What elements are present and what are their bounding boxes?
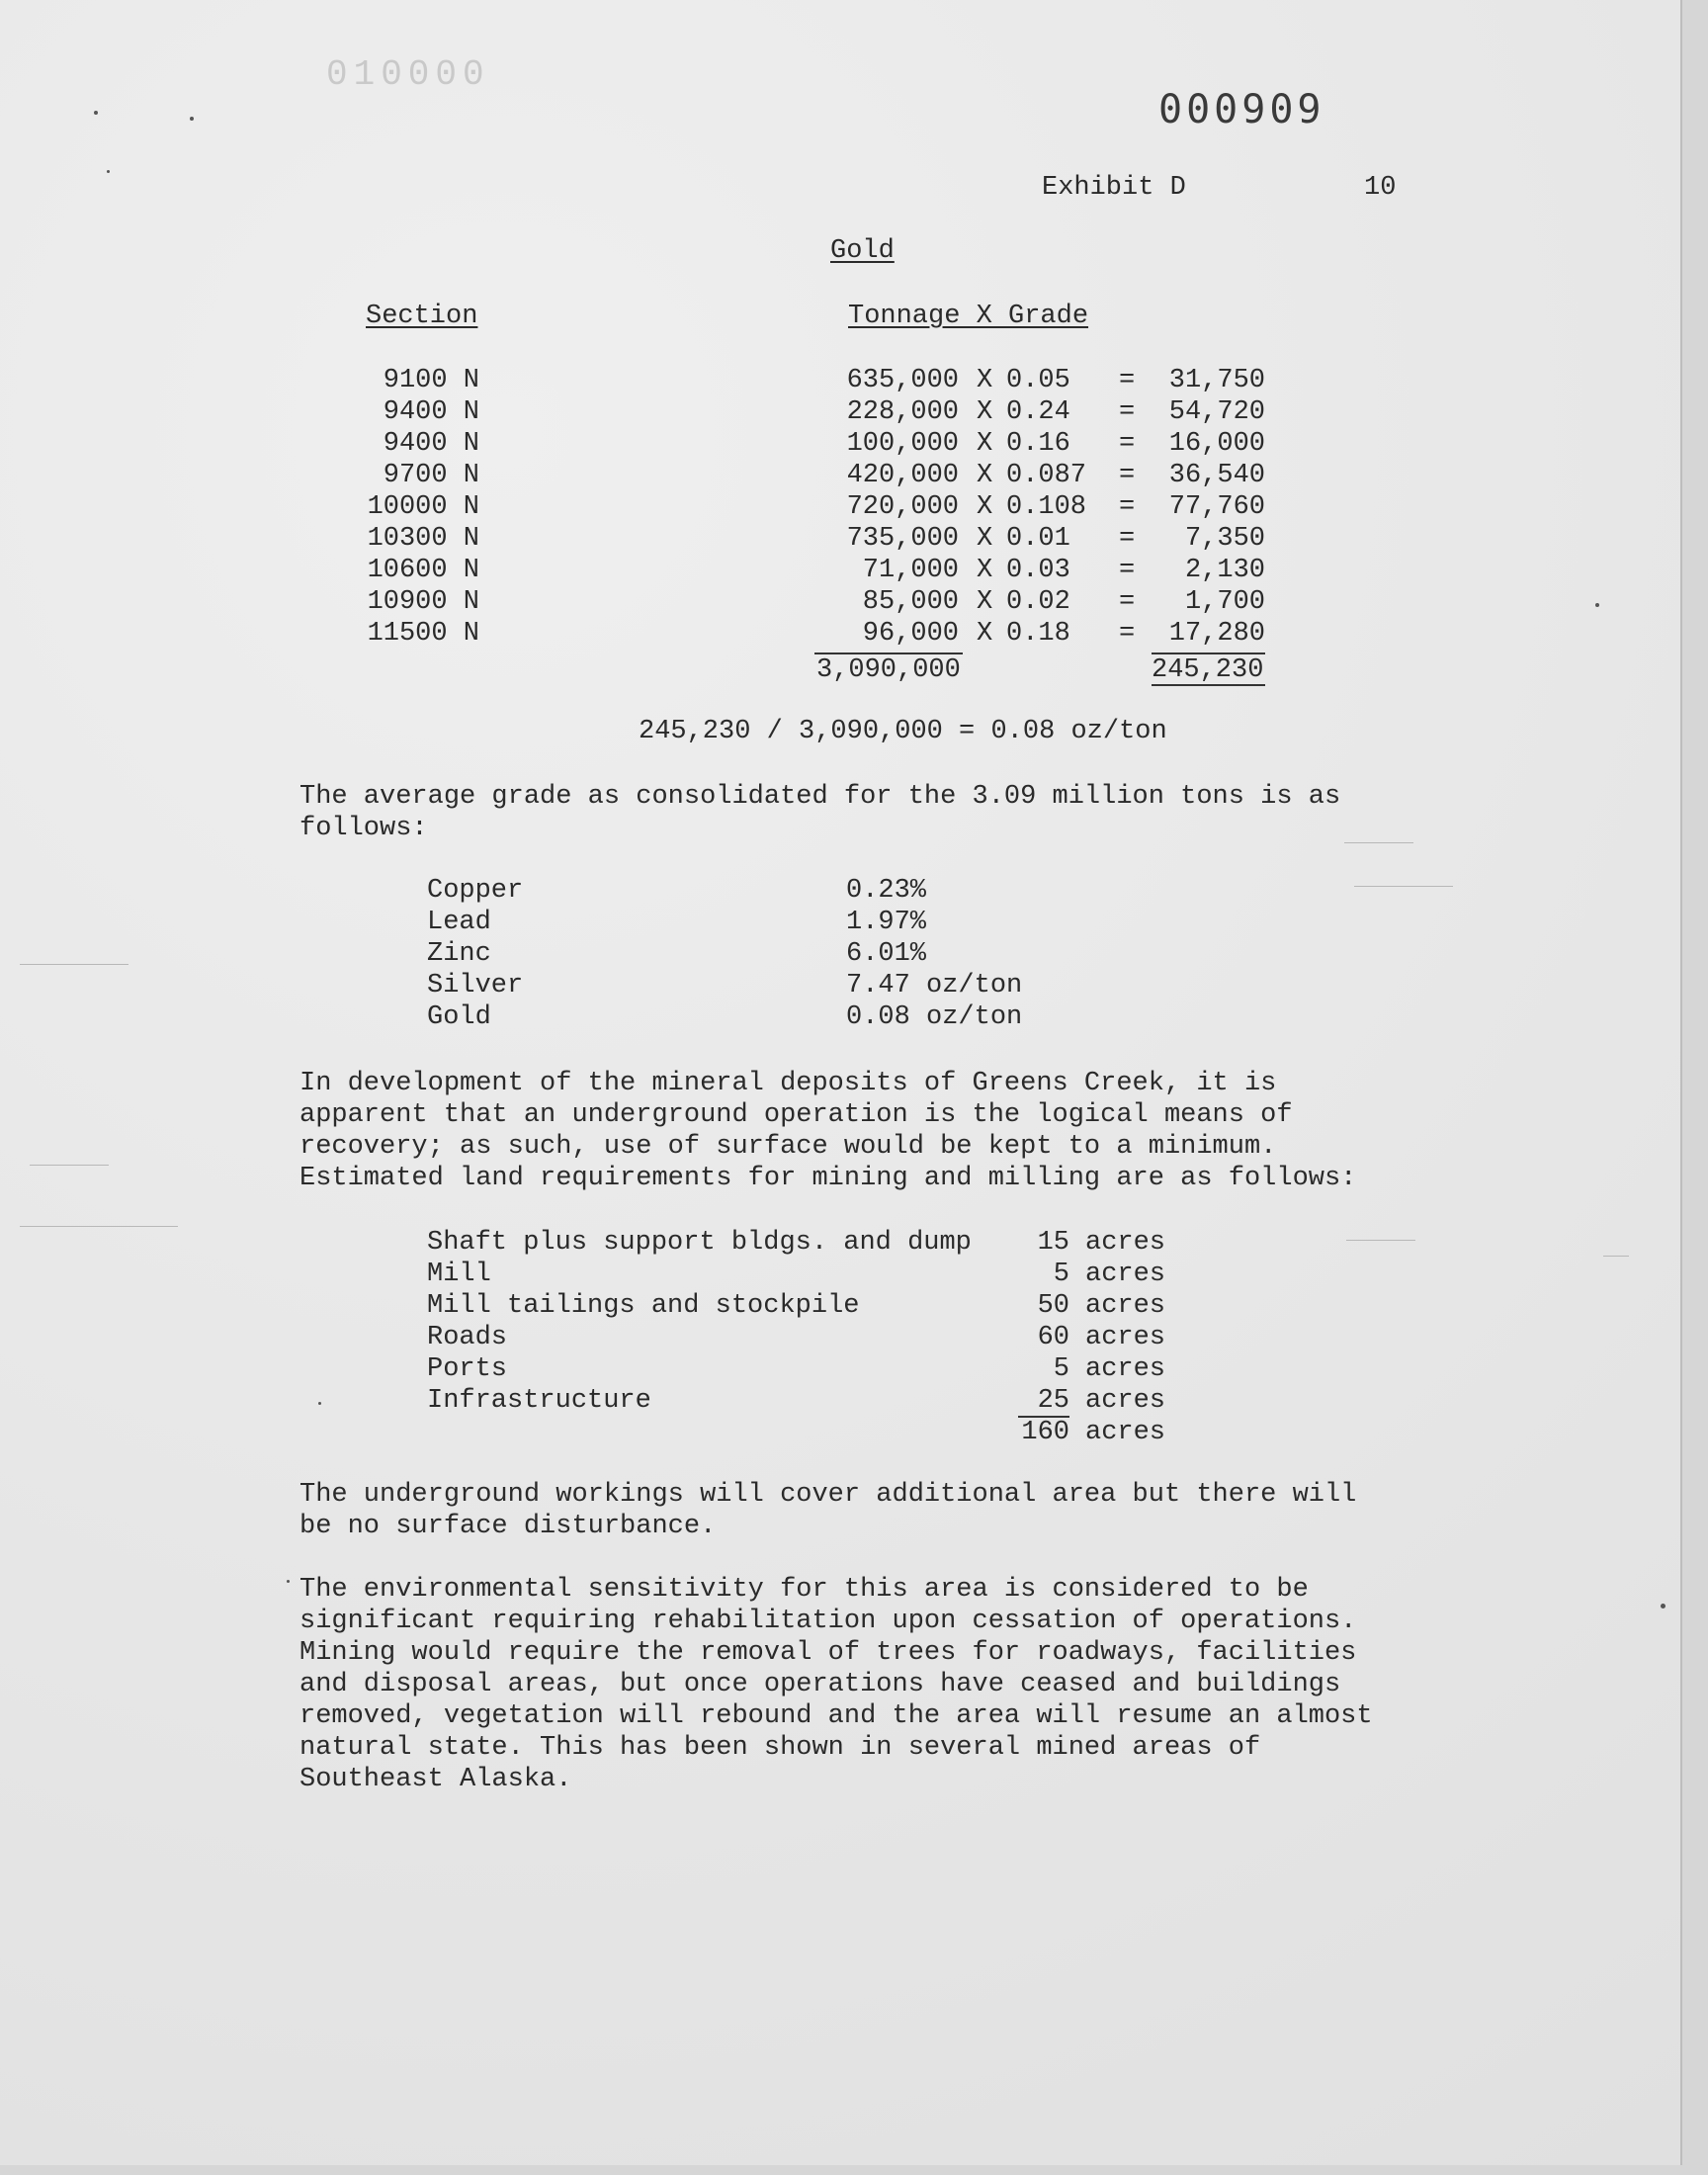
scan-speck (1661, 1604, 1665, 1609)
scan-smudge (1344, 842, 1413, 843)
scan-smudge (1603, 1256, 1629, 1257)
development-paragraph: In development of the mineral deposits of Greens Creek, it is apparent that an underground operation is the logical means of recovery; as such, use of surface would be kept to a minimum. Estimated land requirements for mining and milling are as follows: (299, 1069, 1357, 1193)
grade-cell: 0.108 (1006, 492, 1087, 522)
section-cell: 10900 N (367, 587, 479, 617)
list-item (0, 1386, 1708, 1418)
land-use-acres: 60 (1037, 1323, 1069, 1352)
land-use-name: Ports (427, 1354, 508, 1384)
list-item (0, 1260, 1708, 1291)
table-row (0, 492, 1708, 524)
exhibit-label: Exhibit D (1042, 173, 1186, 203)
average-grade-formula: 245,230 / 3,090,000 = 0.08 oz/ton (639, 717, 1167, 746)
product-cell: 31,750 (1168, 366, 1265, 395)
tonnage-cell: 635,000 (846, 366, 959, 395)
section-cell: 9400 N (383, 397, 479, 427)
product-cell: 1,700 (1184, 587, 1265, 617)
table-row (0, 429, 1708, 461)
multiply-sign: X (977, 619, 993, 649)
list-item (0, 1002, 1708, 1034)
multiply-sign: X (977, 429, 993, 459)
table-row (0, 366, 1708, 397)
metal-name: Lead (427, 908, 491, 937)
tonnage-cell: 420,000 (846, 461, 959, 490)
multiply-sign: X (977, 366, 993, 395)
multiply-sign: X (977, 461, 993, 490)
land-use-unit: acres (1085, 1291, 1166, 1321)
scan-speck (94, 111, 98, 115)
section-cell: 11500 N (367, 619, 479, 649)
product-double-rule (1152, 684, 1265, 686)
product-cell: 54,720 (1168, 397, 1265, 427)
grade-cell: 0.18 (1006, 619, 1070, 649)
environment-paragraph: The environmental sensitivity for this area is considered to be significant requiring rehabilitation upon cessation of operations. Mining would require the removal of trees for roadways, facilities and disposal areas, but once operations have ceased and buildings removed, vegetation will rebound and the area will resume an almost natural state. This has been shown in several mined areas of Southeast Alaska. (299, 1575, 1373, 1794)
scan-smudge (1354, 886, 1453, 887)
metal-name: Copper (427, 876, 524, 906)
land-use-unit: acres (1085, 1323, 1166, 1352)
grade-cell: 0.05 (1006, 366, 1070, 395)
scan-smudge (20, 964, 128, 965)
land-use-acres: 25 (1037, 1386, 1069, 1416)
land-use-acres: 50 (1037, 1291, 1069, 1321)
grade-cell: 0.24 (1006, 397, 1070, 427)
scan-smudge (30, 1165, 109, 1166)
gold-title: Gold (830, 236, 895, 266)
land-use-name: Infrastructure (427, 1386, 651, 1416)
land-use-name: Mill tailings and stockpile (427, 1291, 860, 1321)
metal-name: Zinc (427, 939, 491, 969)
equals-sign: = (1119, 619, 1136, 649)
grade-cell: 0.02 (1006, 587, 1070, 617)
metal-grade: 0.08 oz/ton (846, 1002, 1023, 1032)
total-product: 245,230 (1152, 655, 1264, 685)
metal-name: Silver (427, 971, 524, 1000)
multiply-sign: X (977, 556, 993, 585)
equals-sign: = (1119, 492, 1136, 522)
section-cell: 10000 N (367, 492, 479, 522)
table-row (0, 524, 1708, 556)
product-cell: 7,350 (1184, 524, 1265, 554)
land-use-name: Roads (427, 1323, 508, 1352)
metal-grade: 1.97% (846, 908, 927, 937)
page-number: 10 (1364, 173, 1397, 203)
land-use-unit: acres (1085, 1228, 1166, 1258)
scan-speck (107, 170, 110, 173)
table-row (0, 587, 1708, 619)
equals-sign: = (1119, 461, 1136, 490)
equals-sign: = (1119, 429, 1136, 459)
tonnage-cell: 100,000 (846, 429, 959, 459)
equals-sign: = (1119, 397, 1136, 427)
section-cell: 10300 N (367, 524, 479, 554)
list-item (0, 908, 1708, 939)
grade-cell: 0.03 (1006, 556, 1070, 585)
land-use-acres: 5 (1053, 1354, 1069, 1384)
table-row (0, 397, 1708, 429)
metal-name: Gold (427, 1002, 491, 1032)
equals-sign: = (1119, 524, 1136, 554)
multiply-sign: X (977, 492, 993, 522)
section-cell: 9700 N (383, 461, 479, 490)
land-total-acres: 160 (1021, 1418, 1069, 1447)
grade-cell: 0.16 (1006, 429, 1070, 459)
tonnage-cell: 71,000 (862, 556, 959, 585)
multiply-sign: X (977, 397, 993, 427)
list-item (0, 876, 1708, 908)
tonnage-cell: 96,000 (862, 619, 959, 649)
list-item-total (0, 1418, 1708, 1449)
scan-smudge (20, 1226, 178, 1227)
section-cell: 9400 N (383, 429, 479, 459)
tonnage-cell: 85,000 (862, 587, 959, 617)
faint-stamp-number: 010000 (326, 54, 490, 95)
grade-cell: 0.01 (1006, 524, 1070, 554)
product-cell: 16,000 (1168, 429, 1265, 459)
list-item (0, 1291, 1708, 1323)
land-use-unit: acres (1085, 1260, 1166, 1289)
equals-sign: = (1119, 556, 1136, 585)
handwritten-page-number: 000909 (1158, 87, 1325, 132)
product-cell: 77,760 (1168, 492, 1265, 522)
total-tonnage: 3,090,000 (816, 655, 961, 685)
scan-smudge (1346, 1240, 1415, 1241)
list-item (0, 1323, 1708, 1354)
metal-grade: 6.01% (846, 939, 927, 969)
product-cell: 36,540 (1168, 461, 1265, 490)
table-row (0, 619, 1708, 651)
equals-sign: = (1119, 366, 1136, 395)
tonnage-cell: 228,000 (846, 397, 959, 427)
scan-speck (190, 117, 194, 121)
metal-grade: 0.23% (846, 876, 927, 906)
land-use-unit: acres (1085, 1354, 1166, 1384)
section-cell: 9100 N (383, 366, 479, 395)
tonnage-cell: 720,000 (846, 492, 959, 522)
table-row (0, 461, 1708, 492)
metal-grade: 7.47 oz/ton (846, 971, 1023, 1000)
equals-sign: = (1119, 587, 1136, 617)
underground-paragraph: The underground workings will cover additional area but there will be no surface disturbance. (299, 1480, 1357, 1541)
multiply-sign: X (977, 587, 993, 617)
list-item (0, 939, 1708, 971)
multiply-sign: X (977, 524, 993, 554)
scan-speck (1595, 603, 1599, 607)
list-item (0, 1228, 1708, 1260)
land-use-name: Shaft plus support bldgs. and dump (427, 1228, 972, 1258)
land-use-acres: 5 (1053, 1260, 1069, 1289)
product-cell: 2,130 (1184, 556, 1265, 585)
list-item (0, 971, 1708, 1002)
scan-speck (318, 1402, 321, 1405)
land-use-name: Mill (427, 1260, 491, 1289)
grade-intro-paragraph: The average grade as consolidated for the 3.09 million tons is as follows: (299, 782, 1341, 843)
tonnage-grade-column-header: Tonnage X Grade (848, 302, 1089, 331)
grade-cell: 0.087 (1006, 461, 1087, 490)
product-cell: 17,280 (1168, 619, 1265, 649)
section-cell: 10600 N (367, 556, 479, 585)
list-item (0, 1354, 1708, 1386)
land-total-unit: acres (1085, 1418, 1166, 1447)
table-row (0, 556, 1708, 587)
tonnage-cell: 735,000 (846, 524, 959, 554)
land-use-acres: 15 (1037, 1228, 1069, 1258)
scan-speck (287, 1580, 290, 1583)
land-use-unit: acres (1085, 1386, 1166, 1416)
section-column-header: Section (366, 302, 478, 331)
